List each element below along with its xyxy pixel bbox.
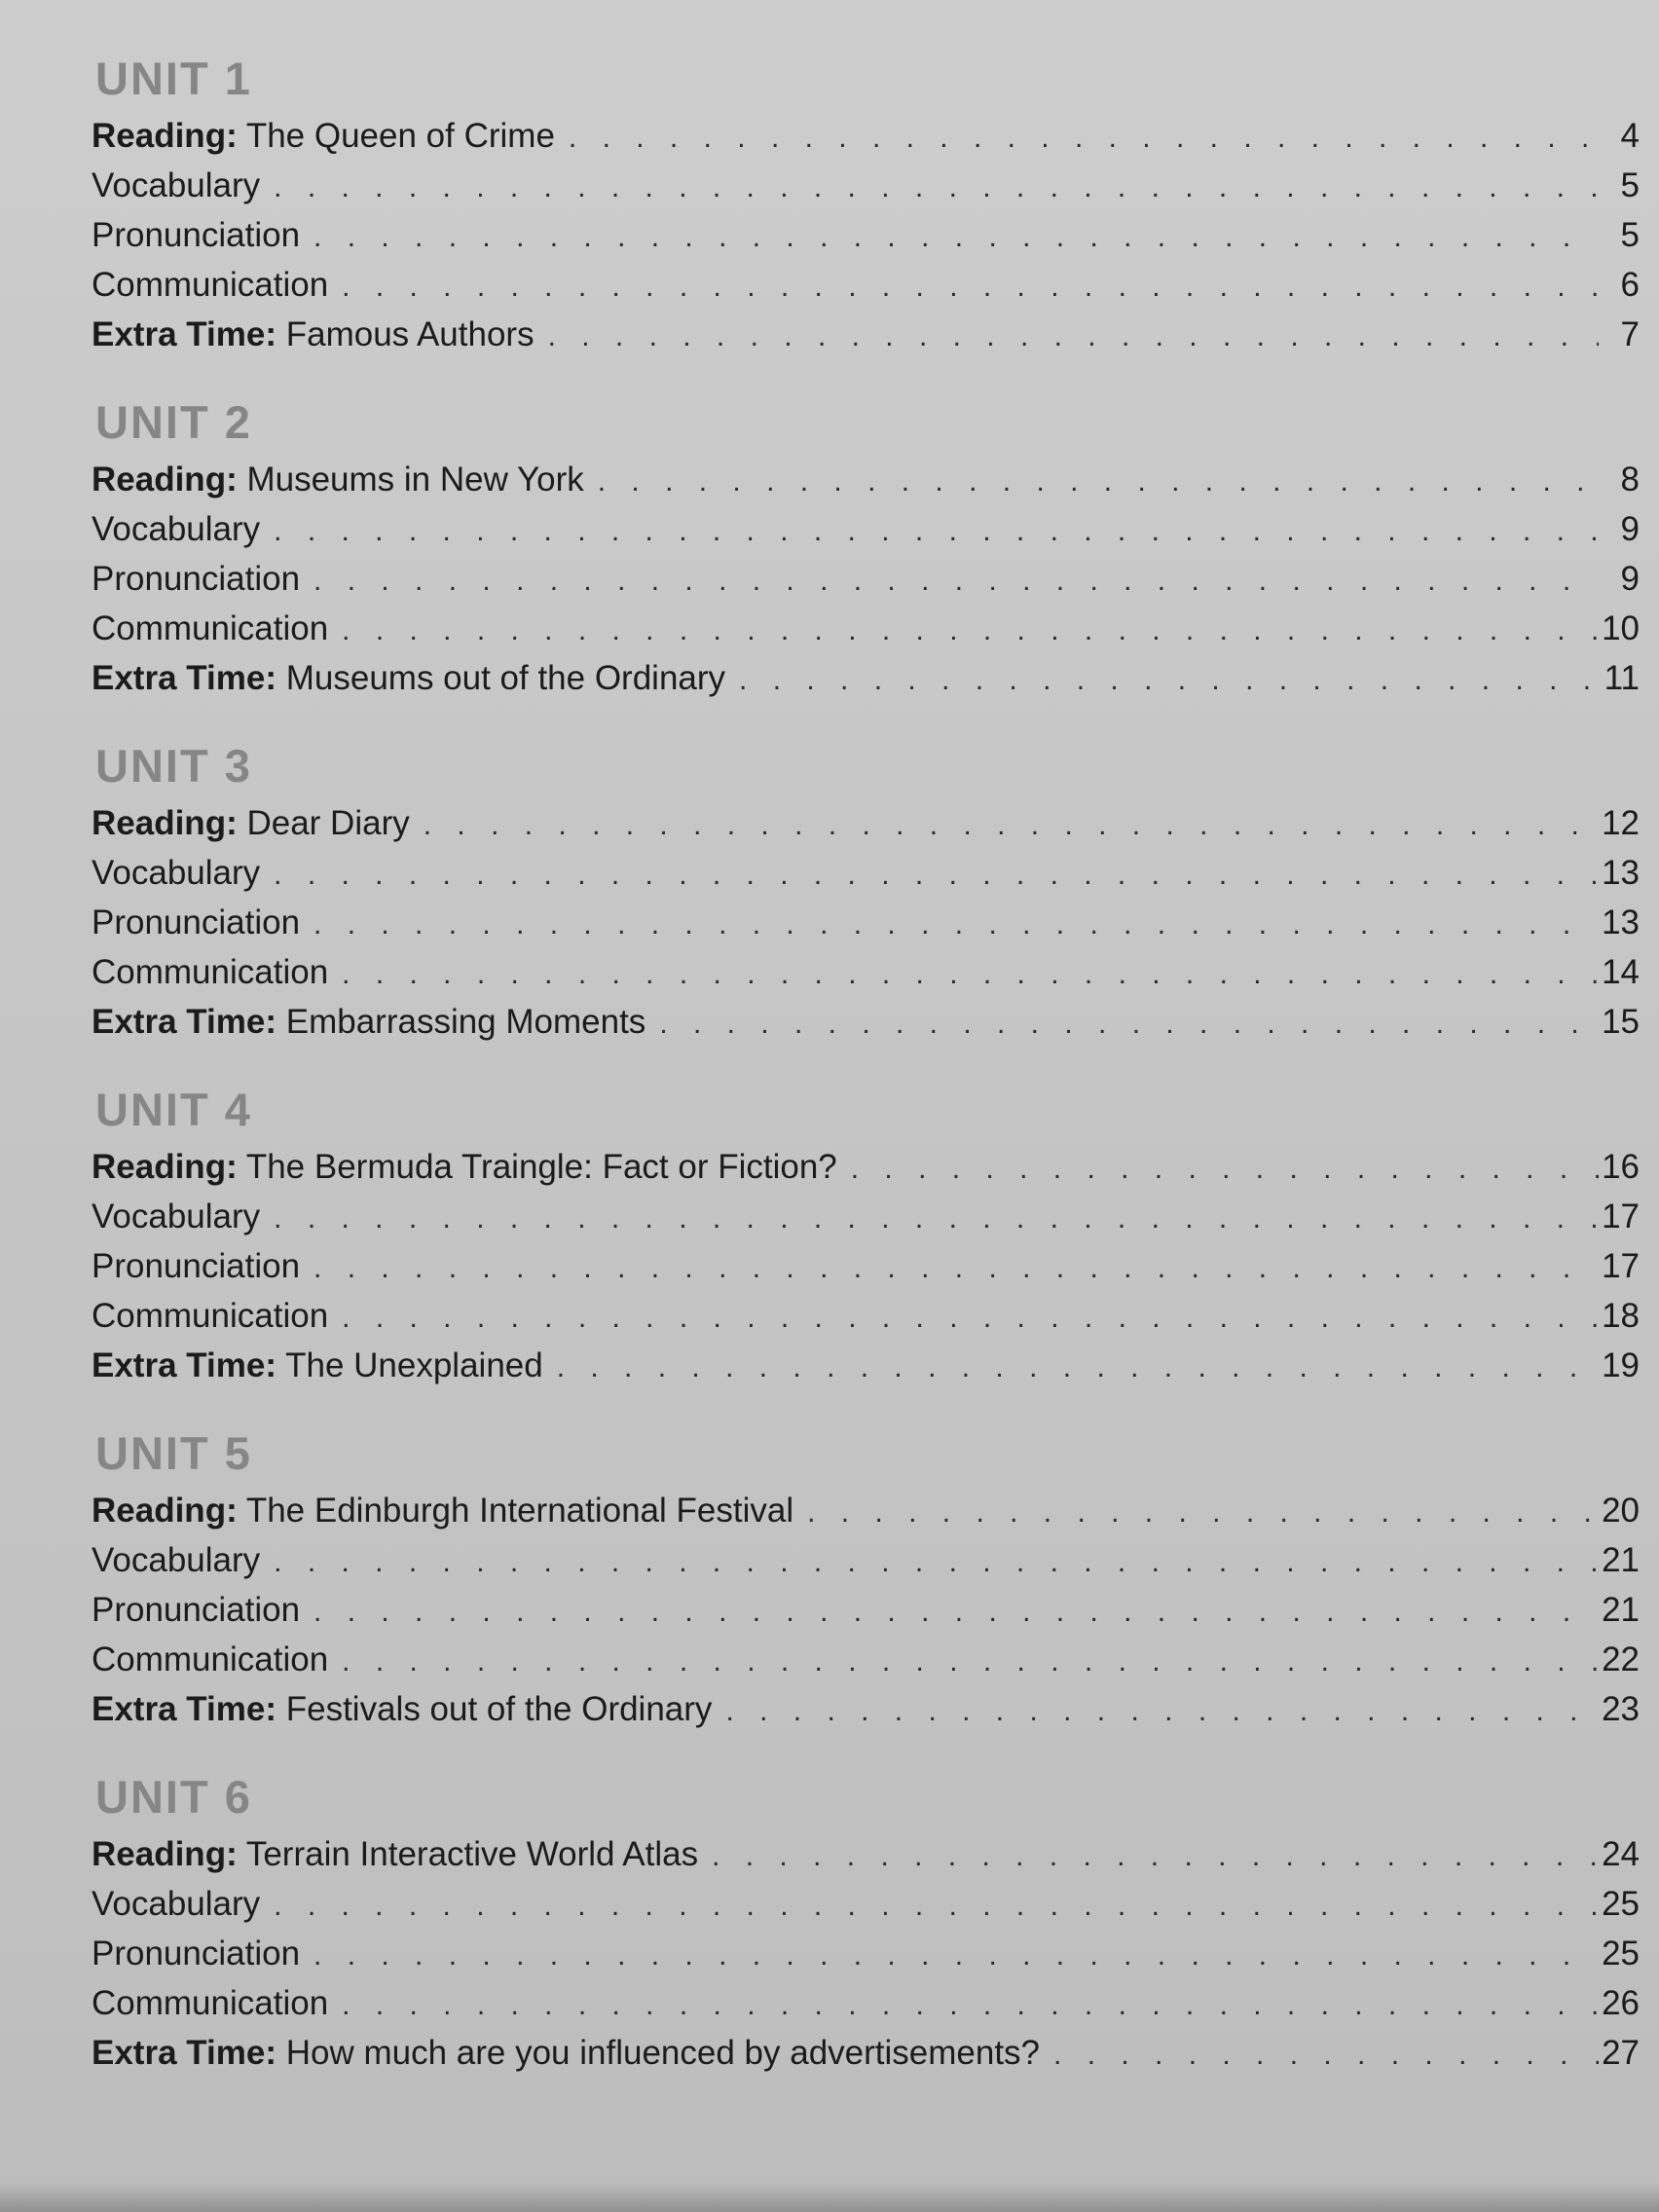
page-number: 14	[1602, 953, 1640, 991]
unit-heading: UNIT 2	[95, 396, 252, 448]
page-number: 17	[1602, 1247, 1640, 1285]
toc-entry-reading	[92, 798, 1640, 848]
entry-prefix: Extra Time:	[92, 1690, 276, 1728]
page-number: 27	[1602, 2034, 1640, 2072]
dot-leader	[725, 1686, 1599, 1736]
entry-prefix: Extra Time:	[92, 2034, 276, 2072]
page-number: 9	[1620, 510, 1640, 548]
dot-leader	[569, 113, 1599, 163]
entry-title: Festivals out of the Ordinary	[285, 1690, 713, 1728]
toc-entry-reading	[92, 1142, 1640, 1192]
dot-leader	[342, 1293, 1599, 1343]
entry-prefix: Reading:	[92, 1835, 238, 1873]
dot-leader	[274, 1194, 1599, 1243]
page-number: 25	[1602, 1935, 1640, 1972]
dot-leader	[274, 506, 1599, 556]
dot-leader	[342, 1980, 1599, 2030]
dot-leader	[274, 1881, 1599, 1931]
toc-entry-reading	[92, 1829, 1640, 1879]
toc-entry-communication	[92, 1978, 1640, 2028]
toc-entry-vocabulary	[92, 504, 1640, 554]
entry-prefix: Extra Time:	[92, 1346, 276, 1384]
entry-title: The Unexplained	[285, 1346, 543, 1384]
entry-title: The Edinburgh International Festival	[245, 1492, 794, 1530]
unit-heading: UNIT 3	[95, 740, 252, 792]
entry-title: Vocabulary	[92, 1198, 261, 1235]
entry-title: Pronunciation	[92, 1247, 301, 1285]
toc-entry-pronunciation	[92, 1241, 1640, 1291]
dot-leader	[712, 1831, 1599, 1881]
unit-section-3	[92, 738, 1640, 1047]
page-number: 7	[1620, 315, 1640, 353]
entry-title: Communication	[92, 1641, 329, 1678]
dot-leader	[548, 312, 1599, 361]
dot-leader	[851, 1144, 1599, 1194]
entry-title: Pronunciation	[92, 560, 301, 598]
toc-entry-extra-time	[92, 653, 1640, 703]
entry-prefix: Extra Time:	[92, 659, 276, 697]
toc-entry-extra-time	[92, 1341, 1640, 1390]
toc-entry-communication	[92, 947, 1640, 997]
dot-leader	[342, 949, 1599, 999]
toc-entry-communication	[92, 1291, 1640, 1341]
page-number: 5	[1620, 216, 1640, 254]
dot-leader	[1053, 2030, 1599, 2080]
entry-prefix: Reading:	[92, 804, 238, 842]
toc-entry-vocabulary	[92, 1535, 1640, 1585]
entry-title: Terrain Interactive World Atlas	[245, 1835, 699, 1873]
dot-leader	[274, 163, 1599, 212]
entry-title: Communication	[92, 953, 329, 991]
page-number: 10	[1602, 609, 1640, 647]
entry-title: Communication	[92, 266, 329, 304]
dot-leader	[739, 655, 1599, 705]
toc-entry-communication	[92, 260, 1640, 310]
dot-leader	[424, 800, 1599, 850]
page-number: 20	[1602, 1492, 1640, 1530]
entry-title: Vocabulary	[92, 1885, 261, 1923]
toc-entry-reading	[92, 111, 1640, 161]
dot-leader	[342, 262, 1599, 312]
page-number: 18	[1602, 1297, 1640, 1335]
dot-leader	[313, 556, 1599, 606]
entry-title: Communication	[92, 609, 329, 647]
entry-prefix: Reading:	[92, 117, 238, 155]
page-number: 8	[1620, 461, 1640, 498]
page-number: 19	[1602, 1346, 1640, 1384]
entry-prefix: Extra Time:	[92, 1003, 276, 1041]
entry-title: Museums out of the Ordinary	[285, 659, 726, 697]
page-number: 9	[1620, 560, 1640, 598]
toc-entry-communication	[92, 604, 1640, 653]
entry-title: Communication	[92, 1297, 329, 1335]
page-number: 5	[1620, 166, 1640, 204]
entry-title: Pronunciation	[92, 1591, 301, 1629]
page-number: 11	[1604, 659, 1640, 697]
page-number: 26	[1602, 1984, 1640, 2022]
dot-leader	[313, 1243, 1599, 1293]
dot-leader	[313, 212, 1599, 262]
entry-title: Museums in New York	[246, 461, 584, 498]
dot-leader	[313, 1931, 1599, 1980]
dot-leader	[659, 999, 1599, 1049]
entry-prefix: Reading:	[92, 1148, 238, 1186]
toc-entry-vocabulary	[92, 1192, 1640, 1241]
page-number: 13	[1602, 903, 1640, 941]
entry-prefix: Reading:	[92, 461, 238, 498]
unit-section-5	[92, 1425, 1640, 1734]
entry-title: How much are you influenced by advertisements?	[285, 2034, 1041, 2072]
page-number: 16	[1602, 1148, 1640, 1186]
page-number: 6	[1620, 266, 1640, 304]
page-number: 22	[1602, 1641, 1640, 1678]
dot-leader	[342, 1637, 1599, 1686]
unit-section-1	[92, 51, 1640, 359]
page-number: 13	[1602, 854, 1640, 892]
page-number: 23	[1602, 1690, 1640, 1728]
entry-title: Pronunciation	[92, 903, 301, 941]
dot-leader	[313, 1587, 1599, 1637]
toc-entry-vocabulary	[92, 1879, 1640, 1929]
entry-prefix: Extra Time:	[92, 315, 276, 353]
page-number: 4	[1620, 117, 1640, 155]
page-bottom-shadow	[0, 2183, 1659, 2212]
page-number: 21	[1602, 1541, 1640, 1579]
toc-entry-vocabulary	[92, 848, 1640, 898]
entry-title: The Bermuda Traingle: Fact or Fiction?	[245, 1148, 837, 1186]
entry-title: Vocabulary	[92, 1541, 261, 1579]
entry-title: Vocabulary	[92, 854, 261, 892]
toc-entry-pronunciation	[92, 554, 1640, 604]
toc-entry-reading	[92, 1486, 1640, 1535]
entry-title: Pronunciation	[92, 216, 301, 254]
unit-heading: UNIT 6	[95, 1771, 252, 1823]
entry-title: Vocabulary	[92, 510, 261, 548]
toc-entry-vocabulary	[92, 161, 1640, 210]
dot-leader	[807, 1488, 1599, 1537]
toc-entry-extra-time	[92, 2028, 1640, 2078]
unit-section-6	[92, 1769, 1640, 2078]
page-number: 17	[1602, 1198, 1640, 1235]
toc-entry-extra-time	[92, 997, 1640, 1047]
page-number: 25	[1602, 1885, 1640, 1923]
entry-title: Pronunciation	[92, 1935, 301, 1972]
page-number: 12	[1602, 804, 1640, 842]
dot-leader	[557, 1343, 1599, 1392]
dot-leader	[313, 900, 1599, 949]
toc-entry-extra-time	[92, 1684, 1640, 1734]
unit-heading: UNIT 1	[95, 53, 252, 104]
entry-prefix: Reading:	[92, 1492, 238, 1530]
entry-title: Communication	[92, 1984, 329, 2022]
entry-title: Dear Diary	[246, 804, 410, 842]
unit-heading: UNIT 4	[95, 1084, 252, 1135]
entry-title: Embarrassing Moments	[285, 1003, 646, 1041]
toc-entry-pronunciation	[92, 1585, 1640, 1635]
page-number: 21	[1602, 1591, 1640, 1629]
dot-leader	[274, 1537, 1599, 1587]
dot-leader	[274, 850, 1599, 900]
toc-entry-reading	[92, 455, 1640, 504]
entry-title: The Queen of Crime	[245, 117, 555, 155]
toc-entry-extra-time	[92, 310, 1640, 359]
toc-entry-pronunciation	[92, 898, 1640, 947]
entry-title: Famous Authors	[285, 315, 535, 353]
entry-title: Vocabulary	[92, 166, 261, 204]
unit-section-4	[92, 1082, 1640, 1390]
page-number: 15	[1602, 1003, 1640, 1041]
dot-leader	[342, 606, 1599, 655]
unit-heading: UNIT 5	[95, 1427, 252, 1479]
toc-entry-communication	[92, 1635, 1640, 1684]
page-number: 24	[1602, 1835, 1640, 1873]
dot-leader	[598, 457, 1599, 506]
toc-entry-pronunciation	[92, 210, 1640, 260]
toc-entry-pronunciation	[92, 1929, 1640, 1978]
unit-section-2	[92, 394, 1640, 703]
